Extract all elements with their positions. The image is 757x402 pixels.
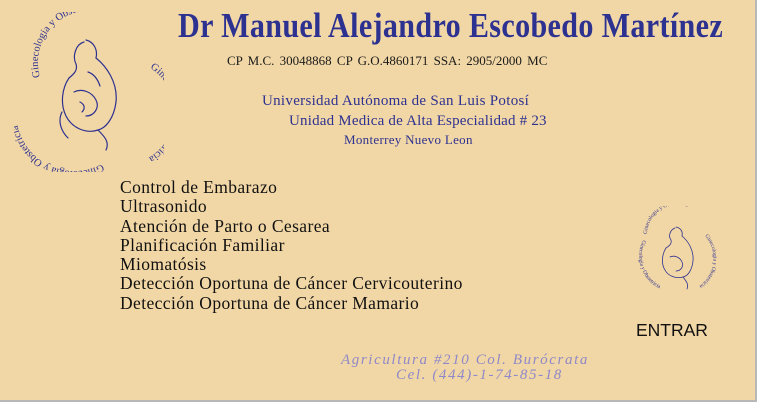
- small-seal-text-right: Ginecologia y Obstetricia: [698, 233, 718, 290]
- svg-text:Ginecologia y Obstetricia: [698, 233, 718, 289]
- svg-text:Ginecologia y Obstetricia: [30, 12, 103, 79]
- seal-text-left: Gin ia y Obstetri: [14, 135, 106, 172]
- clinic-seal-small-logo: [637, 206, 721, 303]
- service-item: Detección Oportuna de Cáncer Cervicouterino: [120, 273, 463, 294]
- service-item: Ultrasonido: [120, 196, 208, 217]
- service-item: Miomatósis: [120, 254, 207, 275]
- svg-text:Ginecologia y Obstetricia: [643, 206, 689, 234]
- phone-text: Cel. (444)-1-74-85-18: [396, 367, 563, 383]
- hospital-unit: Unidad Medica de Alta Especialidad # 23: [289, 113, 547, 129]
- small-seal-text-left: Ginecologia y Obstetricia: [637, 239, 662, 291]
- svg-text:Ginecologia y Obstetricia: [147, 61, 164, 164]
- enter-link[interactable]: ENTRAR: [636, 320, 708, 340]
- seal-text-top: Ginecologia y Ob: [29, 12, 71, 79]
- doctor-name-title: Dr Manuel Alejandro Escobedo Martínez: [178, 6, 724, 45]
- clinic-seal-logo: [14, 12, 164, 177]
- small-seal-text-top: Ginecologia y O: [642, 206, 669, 235]
- address-text: Agricultura #210 Col. Burócrata: [341, 352, 589, 368]
- seal-text-right: Gi cia: [146, 61, 164, 165]
- university-name: Universidad Autónoma de San Luis Potosí: [262, 93, 530, 109]
- services-list: [120, 178, 463, 313]
- service-item: Control de Embarazo: [120, 177, 278, 197]
- professional-credentials: CP M.C. 30048868 CP G.O.4860171 SSA: 2905/2000 MC: [227, 53, 548, 68]
- city-location: Monterrey Nuevo Leon: [344, 132, 473, 147]
- service-item: Detección Oportuna de Cáncer Mamario: [120, 292, 420, 313]
- service-item: Atención de Parto o Cesarea: [120, 215, 331, 236]
- service-item: Planificación Familiar: [120, 234, 285, 255]
- svg-text:Ginecologia y Obstetricia: [637, 239, 662, 290]
